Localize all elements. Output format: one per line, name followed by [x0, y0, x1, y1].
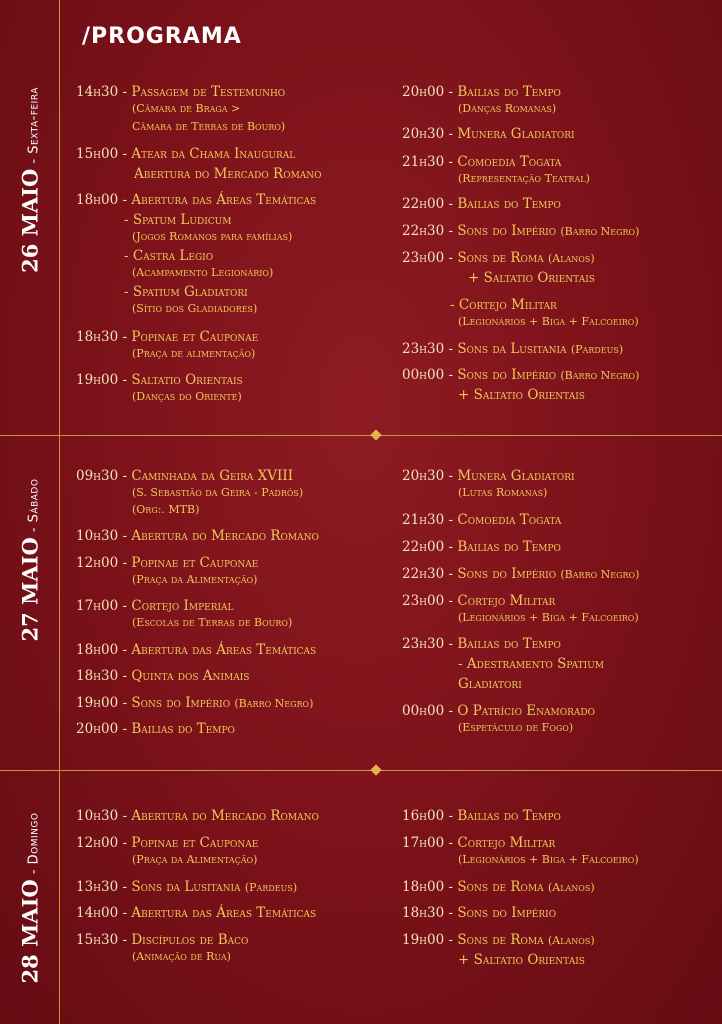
- event-subitem: - Cortejo Militar: [450, 297, 557, 313]
- event-item: 15h00 - Atear da Chama Inaugural: [76, 146, 296, 162]
- event-item: 22h00 - Bailias do Tempo: [402, 539, 561, 555]
- day-date: 28 MAIO: [17, 879, 43, 984]
- event-item: 22h30 - Sons do Império (Barro Negro): [402, 566, 640, 582]
- event-detail: (Acampamento Legionário): [132, 266, 274, 279]
- event-item: 18h30 - Popinae et Cauponae: [76, 329, 259, 345]
- event-detail: (Lutas Romanas): [458, 486, 548, 499]
- event-item-cont: Abertura do Mercado Romano: [134, 166, 322, 182]
- event-item: 19h00 - Saltatio Orientais: [76, 372, 243, 388]
- event-detail: (Org:. MTB): [132, 503, 200, 516]
- event-detail: (Sítio dos Gladiadores): [132, 302, 258, 315]
- event-detail: (Praça da Alimentação): [132, 573, 258, 586]
- event-item: 14h30 - Passagem de Testemunho: [76, 84, 286, 100]
- event-item: 22h30 - Sons do Império (Barro Negro): [402, 223, 640, 239]
- event-detail: (Animação de Rua): [132, 950, 231, 963]
- event-item: 16h00 - Bailias do Tempo: [402, 808, 561, 824]
- diamond-ornament-1: [370, 429, 381, 440]
- event-item-cont: + Saltatio Orientais: [468, 270, 595, 286]
- event-detail: (Danças do Oriente): [132, 390, 242, 403]
- day-label-26: [18, 87, 43, 273]
- event-item: 23h30 - Bailias do Tempo: [402, 636, 561, 652]
- day-weekday: - Sábado: [26, 478, 42, 533]
- day-label-27: [18, 479, 43, 642]
- event-detail: (Espetáculo de Fogo): [458, 721, 574, 734]
- event-item: 20h00 - Bailias do Tempo: [402, 84, 561, 100]
- event-item: 18h00 - Abertura das Áreas Temáticas: [76, 192, 317, 208]
- event-item-cont: + Saltatio Orientais: [458, 387, 585, 403]
- event-detail: (Praça da Alimentação): [132, 853, 258, 866]
- event-detail: (Representação Teatral): [458, 172, 590, 185]
- event-item: 18h30 - Quinta dos Animais: [76, 668, 250, 684]
- event-item: 00h00 - Sons do Império (Barro Negro): [402, 367, 640, 383]
- event-detail: (Legionários + Biga + Falcoeiro): [458, 611, 639, 624]
- event-item: 09h30 - Caminhada da Geira XVIII: [76, 468, 294, 484]
- event-subitem: - Spatum Ludicum: [124, 212, 232, 228]
- event-subitem: - Castra Legio: [124, 248, 214, 264]
- event-item: 17h00 - Cortejo Militar: [402, 835, 556, 851]
- event-item: 19h00 - Sons de Roma (Alanos): [402, 932, 595, 948]
- event-item-cont: - Adestramento Spatium: [458, 656, 605, 672]
- event-item: 20h00 - Bailias do Tempo: [76, 721, 235, 737]
- day-weekday: - Domingo: [26, 812, 42, 875]
- day-date: 27 MAIO: [17, 537, 43, 642]
- event-detail: (Danças Romanas): [458, 102, 557, 115]
- event-item: 18h00 - Sons de Roma (Alanos): [402, 879, 595, 895]
- event-item: 22h00 - Bailias do Tempo: [402, 196, 561, 212]
- event-item-cont: + Saltatio Orientais: [458, 952, 585, 968]
- event-detail: (Praça de alimentação): [132, 347, 256, 360]
- day-date: 26 MAIO: [17, 168, 43, 273]
- event-item: 18h30 - Sons do Império: [402, 905, 557, 921]
- event-item-cont: Gladiatori: [458, 676, 522, 692]
- day-divider-2: [0, 770, 722, 771]
- vertical-divider: [59, 0, 60, 1024]
- event-item: 12h00 - Popinae et Cauponae: [76, 835, 259, 851]
- event-item: 19h00 - Sons do Império (Barro Negro): [76, 695, 314, 711]
- event-detail: (Câmara de Braga >: [132, 102, 241, 115]
- day-divider-1: [0, 435, 722, 436]
- page-title: /PROGRAMA: [82, 24, 242, 49]
- event-item: 23h00 - Sons de Roma (Alanos): [402, 250, 595, 266]
- event-item: 20h30 - Munera Gladiatori: [402, 126, 575, 142]
- diamond-ornament-2: [370, 764, 381, 775]
- event-detail: (Legionários + Biga + Falcoeiro): [458, 853, 639, 866]
- event-detail: Câmara de Terras de Bouro): [132, 120, 286, 133]
- event-detail: (Legionários + Biga + Falcoeiro): [458, 315, 639, 328]
- day-weekday: - Sexta-feira: [26, 87, 42, 164]
- event-item: 23h00 - Cortejo Militar: [402, 593, 556, 609]
- event-detail: (S. Sebastião da Geira - Padrós): [132, 486, 304, 499]
- day-label-28: [18, 813, 43, 984]
- event-detail: (Jogos Romanos para famílias): [132, 230, 293, 243]
- event-item: 10h30 - Abertura do Mercado Romano: [76, 808, 319, 824]
- event-item: 14h00 - Abertura das Áreas Temáticas: [76, 905, 317, 921]
- event-detail: (Escolas de Terras de Bouro): [132, 616, 293, 629]
- event-item: 00h00 - O Patrício Enamorado: [402, 703, 595, 719]
- event-item: 21h30 - Comoedia Togata: [402, 512, 562, 528]
- event-item: 17h00 - Cortejo Imperial: [76, 598, 234, 614]
- event-subitem: - Spatium Gladiatori: [124, 284, 248, 300]
- event-item: 20h30 - Munera Gladiatori: [402, 468, 575, 484]
- event-item: 10h30 - Abertura do Mercado Romano: [76, 528, 319, 544]
- event-item: 18h00 - Abertura das Áreas Temáticas: [76, 642, 317, 658]
- event-item: 12h00 - Popinae et Cauponae: [76, 555, 259, 571]
- event-item: 15h30 - Discípulos de Baco: [76, 932, 249, 948]
- event-item: 13h30 - Sons da Lusitania (Pardeus): [76, 879, 298, 895]
- event-item: 23h30 - Sons da Lusitania (Pardeus): [402, 341, 624, 357]
- event-item: 21h30 - Comoedia Togata: [402, 154, 562, 170]
